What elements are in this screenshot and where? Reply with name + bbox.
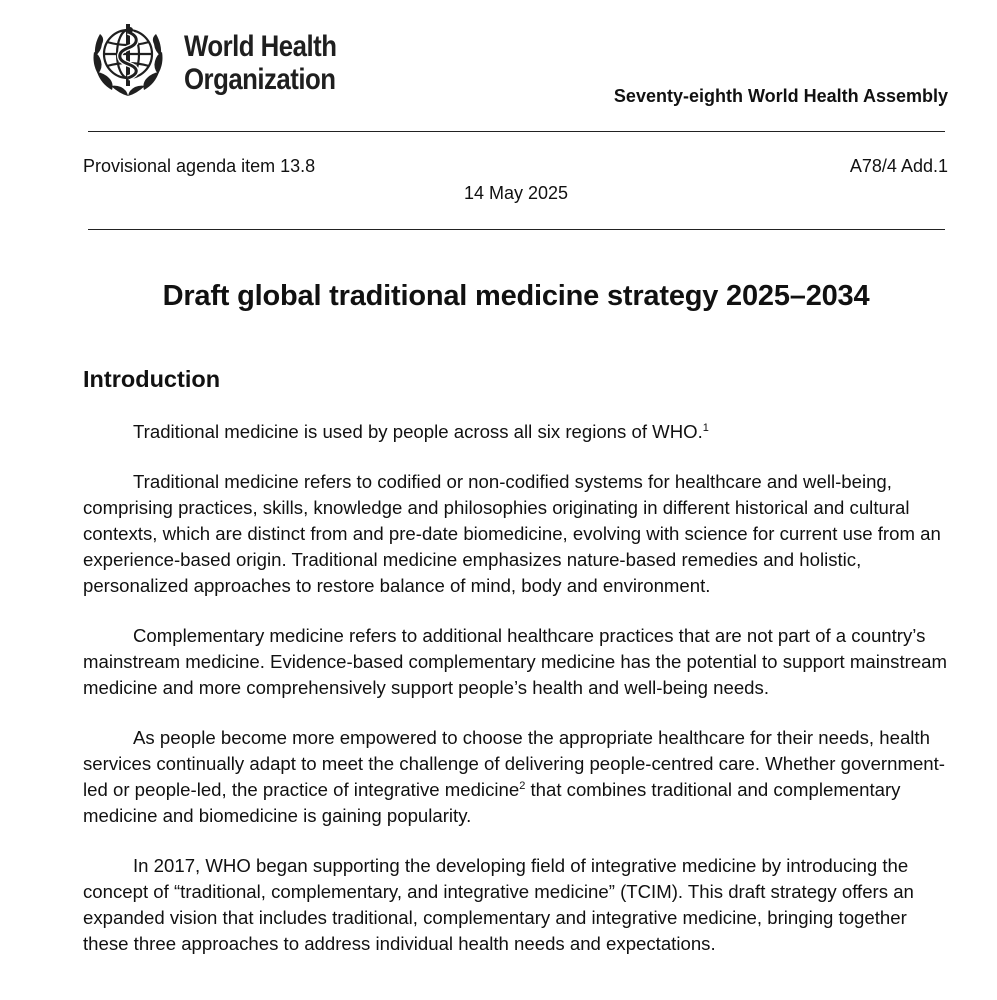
- footnote-marker[interactable]: 1: [702, 422, 709, 434]
- document-title: Draft global traditional medicine strategy 2025–2034: [162, 280, 870, 312]
- paragraph: [83, 419, 955, 445]
- organization-name-line2: Organization: [184, 63, 336, 96]
- paragraph: Complementary medicine refers to additional healthcare practices that are not part of a country’s mainstream medicine. Evidence-based complementary medicine has the potential to support mainstream medicine and more comprehensively support people’s health and well-being needs.: [83, 625, 948, 698]
- paragraph: In 2017, WHO began supporting the developing field of integrative medicine by introducing the concept of “traditional, complementary, and integrative medicine” (TCIM). This draft strategy offers an expanded vision that includes traditional, complementary and integrative medicine, bringing together these three approaches to address individual health needs and expectations.: [83, 855, 914, 954]
- paragraph: Traditional medicine refers to codified or non-codified systems for healthcare and well-being, comprising practices, skills, knowledge and philosophies originating in different historical and cultural contexts, which are distinct from and pre-date biomedicine, evolving with science for current use from an experience-based origin. Traditional medicine emphasizes nature-based remedies and holistic, personalized approaches to restore balance of mind, body and environment.: [83, 471, 941, 596]
- assembly-title: Seventy-eighth World Health Assembly: [613, 86, 948, 106]
- document-date: 14 May 2025: [463, 183, 569, 203]
- section-heading: Introduction: [83, 366, 221, 392]
- header-divider-bottom: [88, 229, 945, 230]
- organization-name-line1: World Health: [184, 30, 337, 63]
- paragraph-text: As people become more empowered to choose the appropriate healthcare for their needs, health services continually adapt to meet the challenge of delivering people-centred care. Whether government-led or people-led, the practice of integrative medicine: [83, 727, 945, 800]
- paragraph: [83, 725, 955, 829]
- footnote-marker[interactable]: 2: [519, 780, 526, 792]
- agenda-item: Provisional agenda item 13.8: [83, 156, 316, 176]
- paragraph-text: that combines traditional and complementary medicine and biomedicine is gaining popularity.: [83, 779, 901, 826]
- paragraph-text: Traditional medicine is used by people across all six regions of WHO.: [133, 421, 703, 442]
- document-reference: A78/4 Add.1: [849, 156, 948, 176]
- organization-name: [184, 30, 336, 96]
- document-body: [83, 419, 955, 981]
- header-divider-top: [88, 131, 945, 132]
- who-emblem-icon: [83, 18, 173, 104]
